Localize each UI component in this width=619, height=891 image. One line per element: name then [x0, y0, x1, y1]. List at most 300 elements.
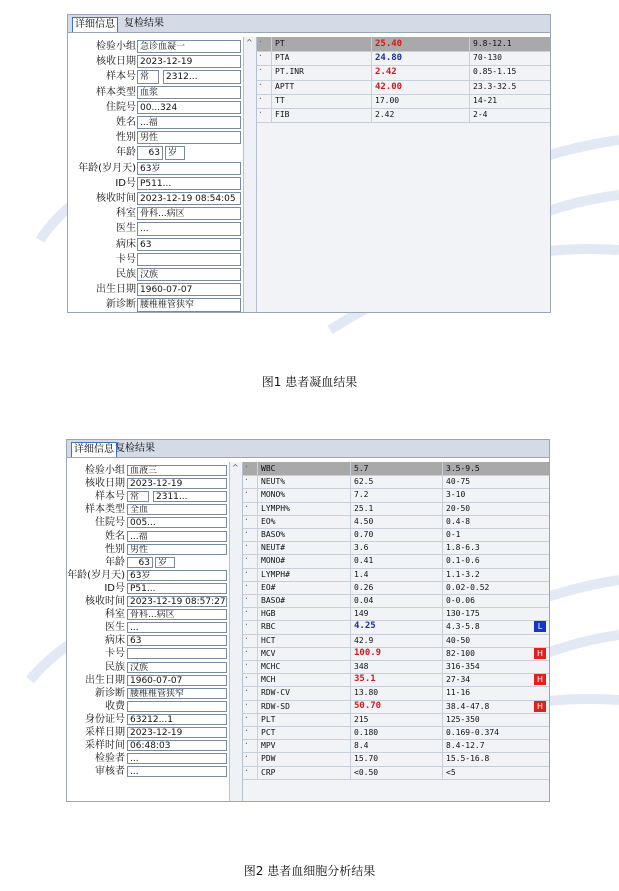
result-reference-range: 9.8-12.1 [469, 37, 551, 51]
result-row[interactable] [243, 647, 550, 661]
info-value-field-secondary[interactable]: 岁 [155, 557, 175, 568]
result-item-name: RDW-SD [257, 700, 350, 713]
result-item-name: RBC [257, 620, 350, 633]
info-row [67, 582, 229, 595]
result-row[interactable] [243, 488, 550, 502]
info-row [67, 464, 229, 477]
scroll-up-icon[interactable]: ^ [232, 463, 239, 472]
result-value: 25.1 [350, 502, 442, 515]
row-marker-icon: · [244, 554, 249, 564]
result-reference-range: 8.4-12.7 [442, 739, 530, 752]
info-row [67, 674, 229, 687]
info-value-field[interactable]: 63 [127, 635, 227, 646]
row-marker-icon: · [258, 79, 263, 89]
info-label: 身份证号 [85, 713, 125, 725]
info-value-field[interactable]: 骨科...病区 [127, 609, 227, 620]
result-reference-range: 1.1-3.2 [442, 568, 530, 581]
info-label: 检验小组 [85, 465, 125, 476]
result-reference-range: 0.85-1.15 [469, 65, 551, 79]
info-panel-scrollbar[interactable] [243, 37, 256, 312]
result-value: 4.25 [350, 620, 442, 633]
info-label: 收费 [105, 700, 125, 712]
row-marker-icon: · [244, 739, 249, 749]
info-row [68, 115, 243, 130]
result-item-name: HGB [257, 607, 350, 620]
row-marker-icon: · [244, 475, 249, 485]
info-value-field[interactable]: 2023-12-19 [127, 478, 227, 489]
info-label: 姓名 [116, 117, 136, 128]
result-reference-range: 2-4 [469, 108, 551, 122]
result-value: 42.9 [350, 634, 442, 647]
result-item-name: MONO% [257, 488, 350, 501]
cbc-results-table [242, 462, 550, 801]
info-value-field[interactable]: 常 [127, 491, 149, 502]
result-item-name: PTA [271, 51, 371, 65]
low-flag-badge: L [534, 621, 546, 632]
info-label: 民族 [105, 661, 125, 673]
info-value-field[interactable]: P511... [137, 177, 241, 190]
info-value-field[interactable]: ... [127, 753, 227, 764]
row-marker-icon: · [244, 726, 249, 735]
high-flag-badge: H [534, 674, 546, 685]
row-marker-icon: · [244, 712, 249, 722]
result-item-name: PT.INR [271, 65, 371, 79]
row-marker-icon: · [244, 580, 249, 590]
info-value-field[interactable]: 全血 [127, 504, 227, 515]
result-row[interactable] [243, 686, 550, 700]
result-value: 50.70 [350, 700, 442, 713]
result-item-name: MCH [257, 673, 350, 686]
info-row [67, 765, 229, 778]
info-row [67, 687, 229, 700]
row-marker-icon: · [244, 752, 249, 762]
info-label: 样本号 [106, 71, 136, 83]
info-label: 审核者 [95, 766, 125, 778]
figure2-caption: 图2 患者血细胞分析结果 [243, 864, 376, 878]
result-reference-range: 40-75 [442, 475, 530, 488]
result-item-name: NEUT% [257, 475, 350, 488]
result-value: 2.42 [371, 65, 469, 79]
info-row [67, 516, 229, 529]
info-row [68, 39, 243, 54]
row-marker-icon: · [258, 51, 263, 61]
row-marker-icon: · [258, 108, 263, 117]
row-marker-icon: · [244, 567, 249, 577]
result-value: 3.6 [350, 541, 442, 554]
info-value-field[interactable]: 急诊血凝一 [137, 40, 241, 53]
info-value-field[interactable]: 汉族 [127, 662, 227, 673]
info-value-field[interactable]: 63 [127, 557, 153, 568]
result-reference-range: 40-50 [442, 634, 530, 647]
patient-info-panel [68, 37, 243, 312]
info-row [67, 595, 229, 608]
info-row [68, 161, 243, 176]
info-value-field[interactable] [137, 253, 241, 266]
result-value: 4.50 [350, 515, 442, 528]
result-row[interactable] [243, 475, 550, 489]
result-value: 1.4 [350, 568, 442, 581]
result-value: 0.70 [350, 528, 442, 541]
info-label: 新诊断 [95, 687, 125, 699]
result-item-name: PT [271, 37, 371, 51]
result-value: 13.80 [350, 686, 442, 699]
result-item-name: NEUT# [257, 541, 350, 554]
result-row[interactable] [243, 554, 550, 568]
info-label: 民族 [116, 269, 136, 280]
result-row[interactable] [243, 607, 550, 621]
result-row[interactable] [243, 726, 550, 740]
info-label: 医生 [105, 622, 125, 634]
result-item-name: BASO# [257, 594, 350, 607]
result-reference-range: 14-21 [469, 94, 551, 108]
info-row [67, 490, 229, 503]
info-label: 性别 [105, 543, 125, 555]
info-label: 年龄 [105, 556, 125, 568]
info-value-field[interactable]: 骨科...病区 [137, 207, 241, 220]
result-row[interactable] [257, 37, 551, 52]
result-row[interactable] [243, 752, 550, 766]
result-item-name: TT [271, 94, 371, 108]
info-value-field[interactable]: 1960-07-07 [137, 283, 241, 296]
info-label: 检验小组 [96, 41, 136, 52]
info-row [68, 100, 243, 115]
result-value: 8.4 [350, 739, 442, 752]
result-row[interactable] [243, 660, 550, 674]
info-value-field[interactable]: 63 [137, 146, 163, 159]
info-row [67, 608, 229, 621]
info-value-field[interactable]: 血液三 [127, 465, 227, 476]
info-row [68, 267, 243, 282]
result-item-name: FIB [271, 108, 371, 122]
info-value-field[interactable]: 005... [127, 517, 227, 528]
result-row[interactable] [243, 713, 550, 727]
result-reference-range: 0.4-8 [442, 515, 530, 528]
row-marker-icon: · [244, 699, 249, 709]
info-row [67, 503, 229, 516]
info-row [67, 634, 229, 647]
result-item-name: WBC [257, 462, 350, 475]
info-label: 样本号 [95, 491, 125, 503]
result-item-name: EO% [257, 515, 350, 528]
info-label: 医生 [116, 223, 136, 235]
result-reference-range: 82-100 [442, 647, 530, 660]
info-row [67, 556, 229, 569]
result-value: 0.180 [350, 726, 442, 739]
info-value-field[interactable]: ...福 [137, 116, 241, 129]
result-reference-range: 15.5-16.8 [442, 752, 530, 765]
info-row [68, 85, 243, 100]
info-panel-scrollbar[interactable] [229, 462, 242, 801]
info-label: ID号 [104, 582, 125, 594]
figure1-caption: 图1 患者凝血结果 [261, 375, 358, 389]
info-row [68, 206, 243, 221]
row-marker-icon: · [244, 620, 249, 630]
info-value-field[interactable]: 63岁 [137, 162, 241, 175]
row-marker-icon: · [258, 93, 263, 103]
result-reference-range: 3.5-9.5 [442, 462, 530, 475]
info-row [67, 726, 229, 739]
result-reference-range: 130-175 [442, 607, 530, 620]
info-value-field[interactable]: 63岁 [127, 570, 227, 581]
result-item-name: MPV [257, 739, 350, 752]
info-label: 样本类型 [96, 86, 136, 98]
info-value-field-secondary[interactable]: 2311... [153, 491, 227, 502]
result-value: 25.40 [371, 37, 469, 51]
result-row[interactable] [257, 65, 551, 80]
result-item-name: BASO% [257, 528, 350, 541]
row-marker-icon: · [244, 594, 249, 603]
row-marker-icon: · [244, 633, 249, 643]
info-label: 采样日期 [85, 727, 125, 738]
result-row[interactable] [257, 94, 551, 109]
result-item-name: RDW-CV [257, 686, 350, 699]
result-row[interactable] [257, 108, 551, 123]
info-value-field[interactable]: 1960-07-07 [127, 675, 227, 686]
info-value-field[interactable]: ... [127, 766, 227, 777]
info-row [67, 530, 229, 543]
result-item-name: HCT [257, 634, 350, 647]
row-marker-icon: · [244, 501, 249, 511]
result-item-name: MCV [257, 647, 350, 660]
result-reference-range: 0.169-0.374 [442, 726, 530, 739]
result-row[interactable] [243, 700, 550, 714]
result-reference-range: 1.8-6.3 [442, 541, 530, 554]
info-row [68, 252, 243, 267]
blood-cell-result-screenshot [66, 439, 550, 802]
result-value: <0.50 [350, 766, 442, 779]
info-value-field-secondary[interactable]: 岁 [165, 146, 185, 159]
info-label: 样本类型 [85, 504, 125, 516]
result-item-name: APTT [271, 80, 371, 94]
info-value-field[interactable] [127, 701, 227, 712]
result-row[interactable] [243, 528, 550, 542]
row-marker-icon: · [258, 65, 263, 75]
info-label: 科室 [116, 208, 136, 220]
result-item-name: EO# [257, 581, 350, 594]
info-label: 卡号 [105, 648, 125, 660]
tab-bar [67, 440, 549, 458]
info-value-field[interactable]: 汉族 [137, 268, 241, 281]
info-row [67, 713, 229, 726]
info-label: 年龄(岁月天) [67, 569, 125, 581]
result-row[interactable] [243, 581, 550, 595]
result-value: 0.26 [350, 581, 442, 594]
result-reference-range: 20-50 [442, 502, 530, 515]
info-row [68, 176, 243, 191]
info-row [68, 54, 243, 69]
result-value: 149 [350, 607, 442, 620]
info-row [68, 145, 243, 160]
result-reference-range: 0-0.06 [442, 594, 530, 607]
result-reference-range: 27-34 [442, 673, 530, 686]
info-value-field[interactable]: 2023-12-19 [137, 55, 241, 68]
info-label: ID号 [115, 177, 136, 189]
coagulation-result-screenshot [67, 14, 551, 313]
info-label: 检验者 [95, 753, 125, 765]
info-value-field[interactable]: 00...324 [137, 101, 241, 114]
result-reference-range: 0.02-0.52 [442, 581, 530, 594]
result-item-name: CRP [257, 766, 350, 779]
result-reference-range: 0.1-0.6 [442, 554, 530, 567]
info-label: 核收时间 [96, 193, 136, 204]
result-value: 17.00 [371, 94, 469, 108]
result-reference-range: 3-10 [442, 488, 530, 501]
info-label: 年龄(岁月天) [78, 162, 136, 174]
result-row[interactable] [243, 594, 550, 608]
result-item-name: MCHC [257, 660, 350, 673]
result-row[interactable] [243, 739, 550, 753]
row-marker-icon: · [244, 462, 249, 471]
result-row[interactable] [243, 515, 550, 529]
result-value: 5.7 [350, 462, 442, 475]
info-row [68, 130, 243, 145]
info-row [68, 282, 243, 297]
result-value: 0.04 [350, 594, 442, 607]
info-label: 性别 [116, 132, 136, 144]
result-value: 62.5 [350, 475, 442, 488]
info-value-field[interactable]: 男性 [137, 131, 241, 144]
result-reference-range: 70-130 [469, 51, 551, 65]
result-row[interactable] [243, 462, 550, 476]
info-value-field[interactable] [127, 648, 227, 659]
result-item-name: LYMPH# [257, 568, 350, 581]
info-value-field[interactable]: 腰椎椎管狭窄 [137, 298, 241, 311]
result-row[interactable] [257, 80, 551, 95]
info-label: 新诊断 [106, 299, 136, 311]
result-reference-range: 11-16 [442, 686, 530, 699]
high-flag-badge: H [534, 648, 546, 659]
info-row [67, 700, 229, 713]
info-value-field[interactable]: ...福 [127, 531, 227, 542]
patient-info-panel [67, 462, 229, 801]
info-row [67, 621, 229, 634]
info-row [67, 661, 229, 674]
info-value-field[interactable]: 2023-12-19 [127, 727, 227, 738]
result-item-name: PCT [257, 726, 350, 739]
info-row [67, 739, 229, 752]
tab-recheck-result[interactable]: 复检结果 [115, 443, 155, 454]
result-item-name: LYMPH% [257, 502, 350, 515]
result-value: 0.41 [350, 554, 442, 567]
info-label: 出生日期 [85, 674, 125, 686]
tab-recheck-result[interactable]: 复检结果 [124, 18, 164, 29]
tab-detail-info[interactable]: 详细信息 [71, 442, 117, 457]
result-value: 2.42 [371, 108, 469, 122]
result-reference-range: 38.4-47.8 [442, 700, 530, 713]
info-value-field[interactable]: ... [137, 222, 241, 235]
result-reference-range: 23.3-32.5 [469, 80, 551, 94]
info-value-field[interactable]: 2023-12-19 08:57:27 [127, 596, 227, 607]
info-label: 卡号 [116, 253, 136, 265]
row-marker-icon: · [244, 541, 249, 551]
info-value-field[interactable]: 06:48:03 [127, 740, 227, 751]
row-marker-icon: · [244, 686, 249, 696]
info-label: 姓名 [105, 530, 125, 542]
result-reference-range: 4.3-5.8 [442, 620, 530, 633]
result-row[interactable] [243, 634, 550, 648]
result-reference-range: 125-350 [442, 713, 530, 726]
info-label: 核收日期 [85, 478, 125, 490]
info-value-field[interactable]: 2023-12-19 08:54:05 [137, 192, 241, 205]
info-value-field[interactable]: 常 [137, 70, 159, 83]
info-label: 病床 [116, 238, 136, 250]
info-label: 核收时间 [85, 596, 125, 607]
result-value: 215 [350, 713, 442, 726]
tab-detail-info[interactable]: 详细信息 [72, 17, 118, 32]
row-marker-icon: · [244, 488, 249, 498]
result-reference-range: 316-354 [442, 660, 530, 673]
tab-bar [68, 15, 550, 33]
info-label: 住院号 [106, 101, 136, 113]
result-value: 42.00 [371, 80, 469, 94]
info-value-field[interactable]: 血浆 [137, 86, 241, 99]
info-row [67, 543, 229, 556]
row-marker-icon: · [244, 528, 249, 537]
info-label: 住院号 [95, 517, 125, 529]
info-row [67, 752, 229, 765]
result-row[interactable] [257, 51, 551, 66]
info-row [67, 477, 229, 490]
info-label: 病床 [105, 635, 125, 647]
row-marker-icon: · [244, 673, 249, 683]
info-value-field[interactable]: P51... [127, 583, 227, 594]
info-row [68, 69, 243, 84]
info-value-field-secondary[interactable]: 2312... [163, 70, 241, 83]
info-value-field[interactable]: 63 [137, 238, 241, 251]
info-label: 出生日期 [96, 284, 136, 296]
info-row [67, 569, 229, 582]
row-marker-icon: · [258, 37, 263, 46]
result-value: 35.1 [350, 673, 442, 686]
row-marker-icon: · [244, 646, 249, 656]
info-row [68, 297, 243, 312]
info-label: 科室 [105, 609, 125, 621]
result-row[interactable] [243, 673, 550, 687]
result-reference-range: 0-1 [442, 528, 530, 541]
info-row [68, 191, 243, 206]
result-row[interactable] [243, 541, 550, 555]
result-reference-range: <5 [442, 766, 530, 779]
result-value: 100.9 [350, 647, 442, 660]
scroll-up-icon[interactable]: ^ [246, 38, 253, 47]
info-label: 采样时间 [85, 740, 125, 752]
result-row[interactable] [243, 620, 550, 634]
coag-results-table [256, 37, 551, 312]
result-row[interactable] [243, 766, 550, 780]
high-flag-badge: H [534, 701, 546, 712]
info-row [68, 221, 243, 236]
result-item-name: PLT [257, 713, 350, 726]
result-row[interactable] [243, 502, 550, 516]
row-marker-icon: · [244, 607, 249, 617]
row-marker-icon: · [244, 765, 249, 775]
info-row [68, 237, 243, 252]
info-row [67, 647, 229, 660]
result-value: 15.70 [350, 752, 442, 765]
info-value-field[interactable]: 男性 [127, 544, 227, 555]
info-value-field[interactable]: 腰椎椎管狭窄 [127, 688, 227, 699]
result-item-name: MONO# [257, 554, 350, 567]
result-item-name: PDW [257, 752, 350, 765]
info-label: 年龄 [116, 147, 136, 159]
info-value-field[interactable]: 63212...1 [127, 714, 227, 725]
info-value-field[interactable]: ... [127, 622, 227, 633]
result-value: 7.2 [350, 488, 442, 501]
row-marker-icon: · [244, 660, 249, 669]
result-row[interactable] [243, 568, 550, 582]
info-label: 核收日期 [96, 56, 136, 68]
result-value: 348 [350, 660, 442, 673]
